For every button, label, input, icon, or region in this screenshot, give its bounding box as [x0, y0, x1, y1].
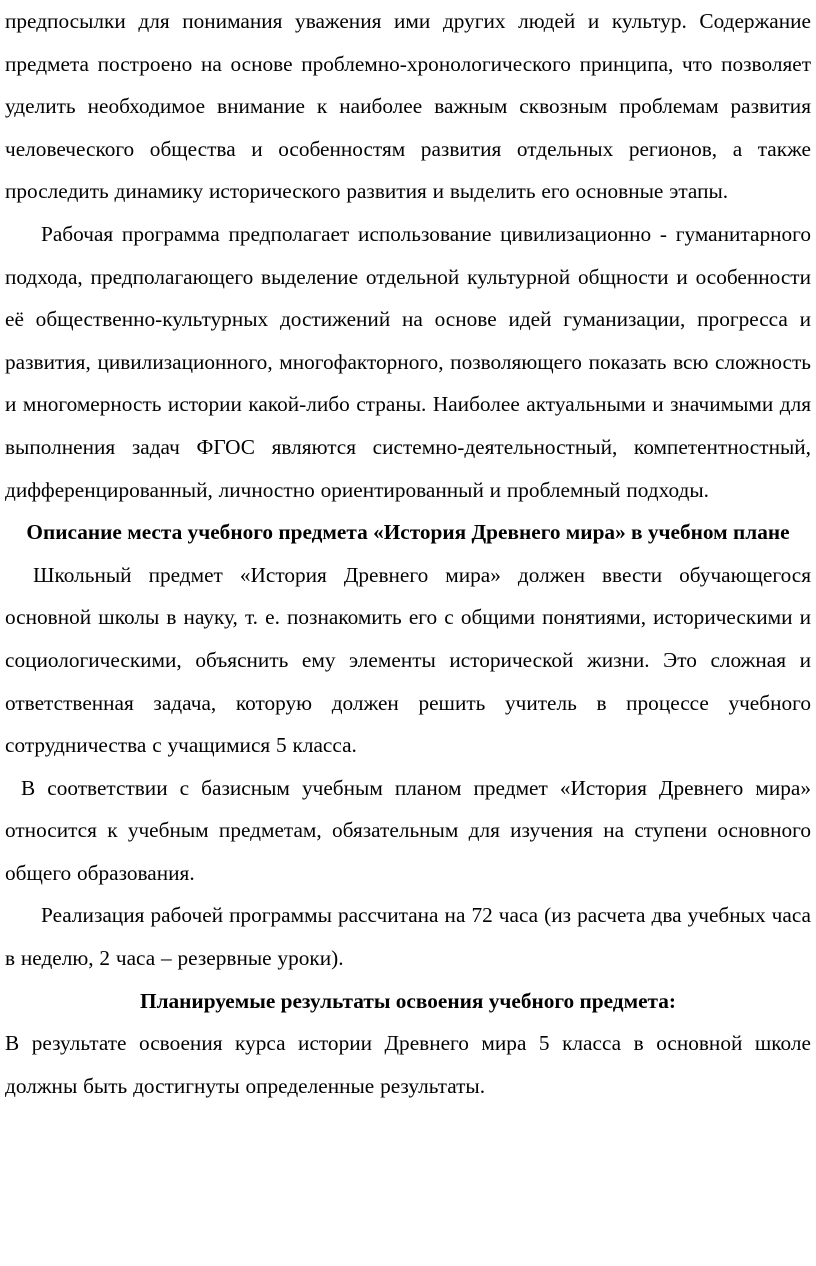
document-page — [5, 0, 811, 1107]
heading-planned-results: Планируемые результаты освоения учебного предмета: — [140, 988, 676, 1013]
paragraph-results: В результате освоения курса истории Древнего мира 5 класса в основной школе должны быть достигнуты определенные результаты. — [5, 1031, 811, 1098]
paragraph-subject-description: Школьный предмет «История Древнего мира» должен ввести обучающегося основной школы в науку, т. е. познакомить его с общими понятиями, историческими и социологическими, объяснить ему элементы исторической жизни. Это сложная и ответственная задача, которую должен решить учитель в процессе учебного сотрудничества с учащимися 5 класса. — [5, 562, 811, 758]
paragraph-curriculum: В соответствии с базисным учебным планом предмет «История Древнего мира» относится к учебным предметам, обязательным для изучения на ступени основного общего образования. — [5, 775, 811, 885]
heading-subject-place: Описание места учебного предмета «История Древнего мира» в учебном плане — [26, 520, 790, 545]
paragraph-hours: Реализация рабочей программы рассчитана на 72 часа (из расчета два учебных часа в неделю, 2 часа – резервные уроки). — [5, 903, 811, 971]
paragraph-approach: Рабочая программа предполагает использование цивилизационно - гуманитарного подхода, предполагающего выделение отдельной культурной общности и особенности её общественно-культурных достижений на основе идей гуманизации, прогресса и развития, цивилизационного, многофакторного, позволяющего показать всю сложность и многомерность истории какой-либо страны. Наиболее актуальными и значимыми для выполнения задач ФГОС являются системно-деятельностный, компетентностный, дифференцированный, личностно ориентированный и проблемный подходы. — [5, 221, 811, 502]
paragraph-intro-continuation: предпосылки для понимания уважения ими других людей и культур. Содержание предмета построено на основе проблемно-хронологического принципа, что позволяет уделить необходимое внимание к наиболее важным сквозным проблемам развития человеческого общества и особенностям развития отдельных регионов, а также проследить динамику исторического развития и выделить его основные этапы. — [5, 9, 811, 204]
